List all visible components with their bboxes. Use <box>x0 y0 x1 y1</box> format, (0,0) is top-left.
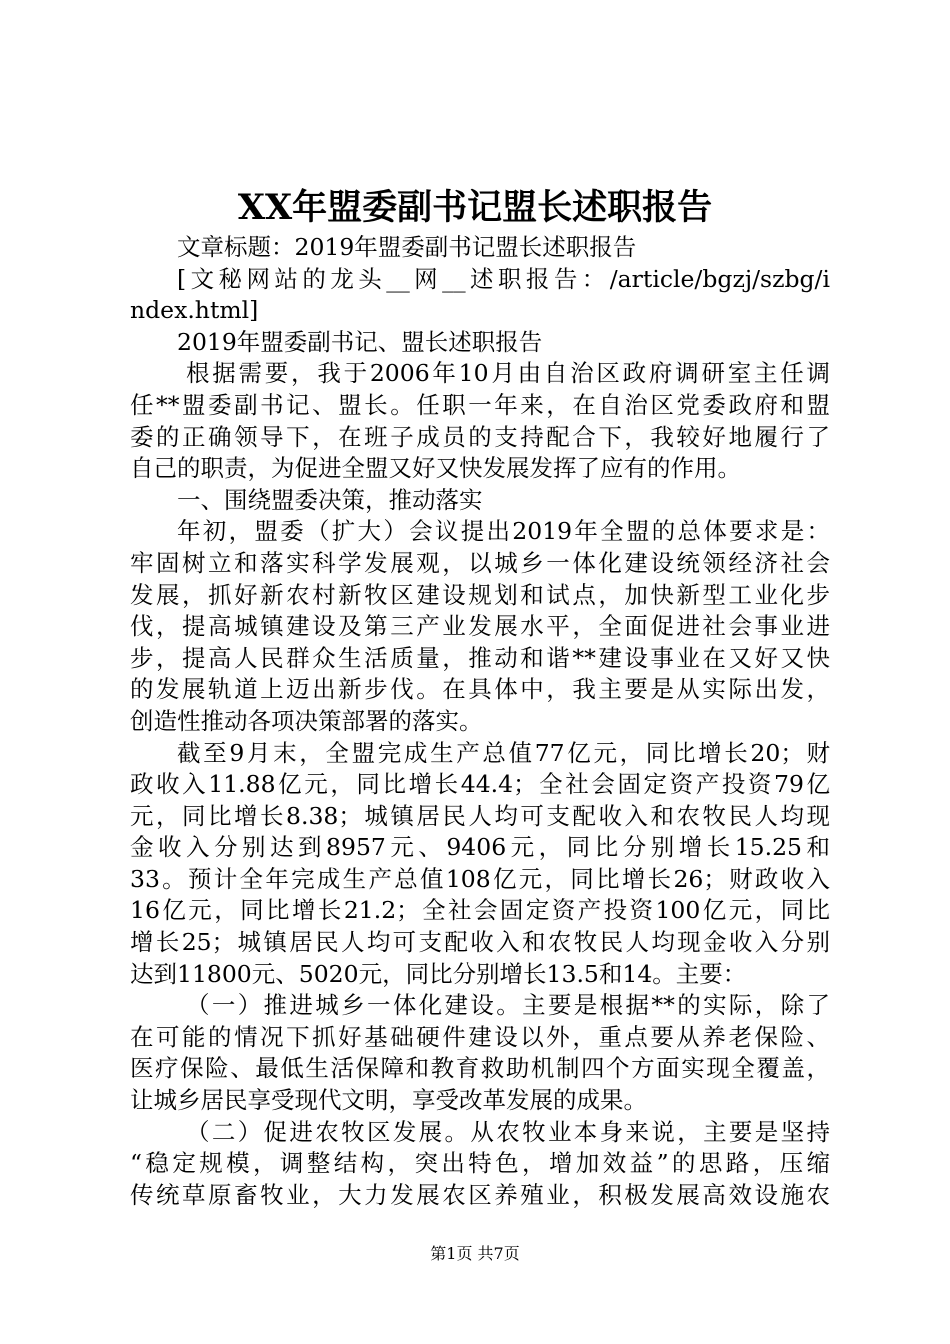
paragraph-line: 增长25；城镇居民人均可支配收入和农牧民人均现金收入分别 <box>130 928 830 957</box>
document-body <box>130 232 830 1211</box>
paragraph-line: 达到11800元、5020元，同比分别增长13.5和14。主要： <box>130 959 747 988</box>
paragraph-line: 委的正确领导下，在班子成员的支持配合下，我较好地履行了 <box>130 422 830 451</box>
paragraph-line: 医疗保险、最低生活保障和教育救助机制四个方面实现全覆盖， <box>130 1054 830 1083</box>
paragraph-line: 自己的职责，为促进全盟又好又快发展发挥了应有的作用。 <box>130 454 741 483</box>
paragraph-line: 创造性推动各项决策部署的落实。 <box>130 706 483 735</box>
paragraph-line: 发展，抓好新农村新牧区建设规划和试点，加快新型工业化步 <box>130 580 830 609</box>
paragraph-line: 金收入分别达到8957元、9406元，同比分别增长15.25和 <box>130 833 830 862</box>
paragraph-line: 传统草原畜牧业，大力发展农区养殖业，积极发展高效设施农 <box>130 1180 830 1209</box>
paragraph-line: 年初，盟委（扩大）会议提出2019年全盟的总体要求是： <box>177 517 830 546</box>
page-number: 第1页 共7页 <box>430 1244 520 1263</box>
document-title: XX年盟委副书记盟长述职报告 <box>237 187 713 228</box>
paragraph-line: 牢固树立和落实科学发展观，以城乡一体化建设统领经济社会 <box>130 548 830 577</box>
paragraph-line: （二）促进农牧区发展。从农牧业本身来说，主要是坚持 <box>186 1117 830 1146</box>
paragraph-line: （一）推进城乡一体化建设。主要是根据**的实际，除了 <box>186 991 830 1020</box>
paragraph-line: 元，同比增长8.38；城镇居民人均可支配收入和农牧民人均现 <box>130 801 830 830</box>
paragraph-line: 33。预计全年完成生产总值108亿元，同比增长26；财政收入 <box>130 864 830 893</box>
paragraph-line: 让城乡居民享受现代文明，享受改革发展的成果。 <box>130 1086 647 1115</box>
source-line-continued: ndex.html] <box>130 296 259 325</box>
paragraph-line: 政收入11.88亿元，同比增长44.4；全社会固定资产投资79亿 <box>130 770 830 799</box>
paragraph-line: 伐，提高城镇建设及第三产业发展水平，全面促进社会事业进 <box>130 612 830 641</box>
section-heading: 一、围绕盟委决策，推动落实 <box>177 485 483 514</box>
paragraph-line: 任**盟委副书记、盟长。任职一年来，在自治区党委政府和盟 <box>130 390 830 419</box>
paragraph-line: “稳定规模，调整结构，突出特色，增加效益”的思路，压缩 <box>130 1149 830 1178</box>
paragraph-line: 在可能的情况下抓好基础硬件建设以外，重点要从养老保险、 <box>130 1022 830 1051</box>
paragraph-line: 16亿元，同比增长21.2；全社会固定资产投资100亿元，同比 <box>130 896 830 925</box>
paragraph-line: 根据需要，我于2006年10月由自治区政府调研室主任调 <box>186 359 830 388</box>
paragraph-line: 步，提高人民群众生活质量，推动和谐**建设事业在又好又快 <box>130 643 830 672</box>
paragraph-line: 截至9月末，全盟完成生产总值77亿元，同比增长20；财 <box>177 738 830 767</box>
source-line: [文秘网站的龙头__网__述职报告：/article/bgzj/szbg/i <box>177 264 830 293</box>
paragraph-line: 的发展轨道上迈出新步伐。在具体中，我主要是从实际出发， <box>130 675 830 704</box>
article-title-line: 文章标题：2019年盟委副书记盟长述职报告 <box>177 233 637 261</box>
report-heading: 2019年盟委副书记、盟长述职报告 <box>177 327 543 356</box>
